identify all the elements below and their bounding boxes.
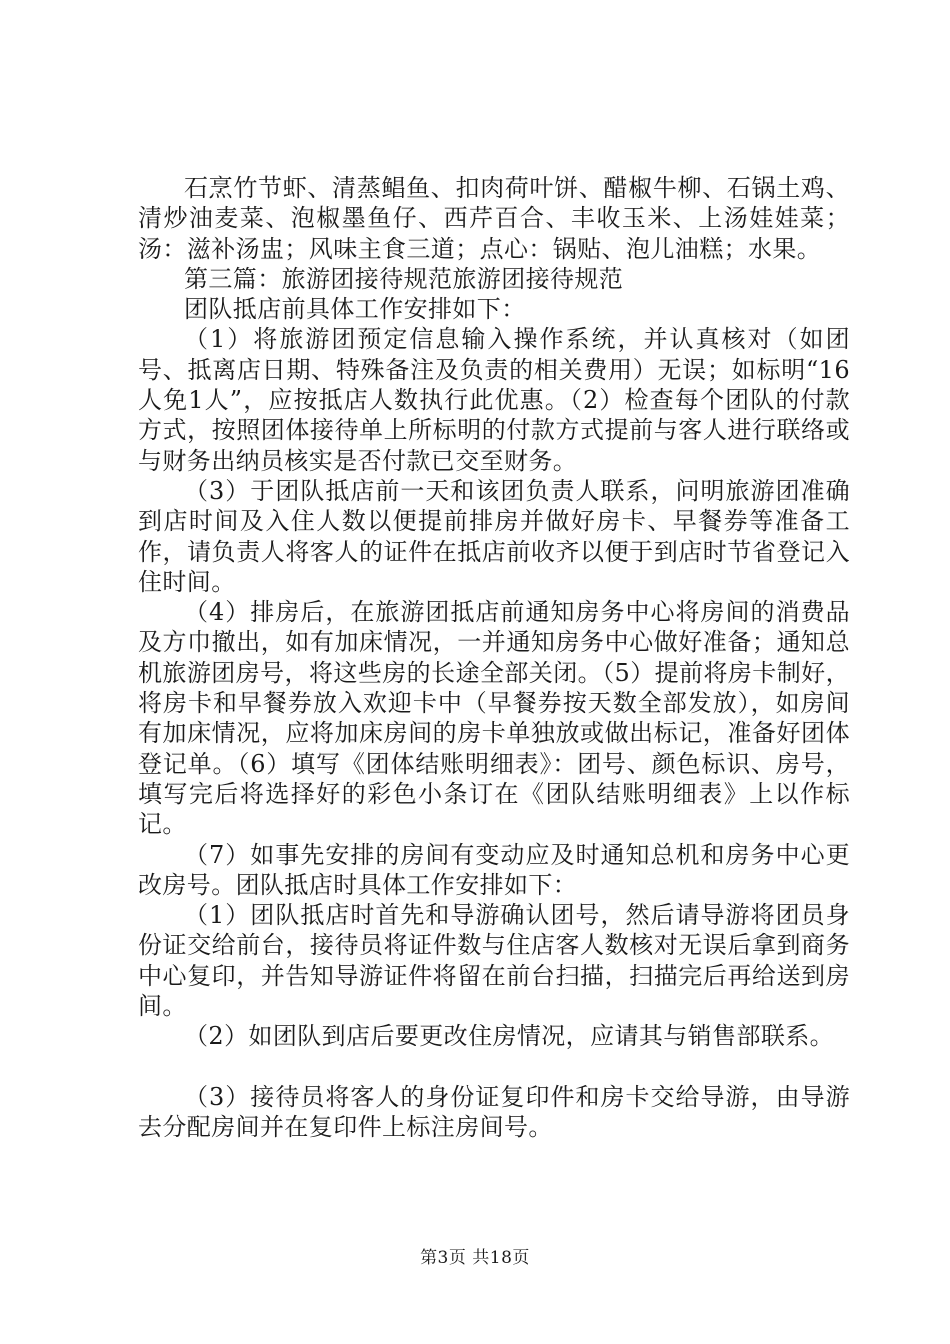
paragraph-arrival-step-1: （1）团队抵店时首先和导游确认团号，然后请导游将团员身份证交给前台，接待员将证件数与住店客人数核对无误后拿到商务中心复印，并告知导游证件将留在前台扫描，扫描完后再给送到房间。: [138, 901, 850, 1021]
paragraph-step-1-2: （1）将旅游团预定信息输入操作系统，并认真核对（如团号、抵离店日期、特殊备注及负责的相关费用）无误；如标明“16人免1人”，应按抵店人数执行此优惠。（2）检查每个团队的付款方式，按照团体接待单上所标明的付款方式提前与客人进行联络或与财务出纳员核实是否付款已交至财务。: [138, 325, 850, 475]
paragraph-before-arrival-intro: 团队抵店前具体工作安排如下：: [184, 295, 526, 324]
paragraph-menu-items: 石烹竹节虾、清蒸鲳鱼、扣肉荷叶饼、醋椒牛柳、石锅土鸡、清炒油麦菜、泡椒墨鱼仔、西芹百合、丰收玉米、上汤娃娃菜；汤：滋补汤盅；风味主食三道；点心：锅贴、泡儿油糕；水果。: [138, 174, 850, 263]
document-body: [138, 173, 850, 1142]
section-heading: 第三篇：旅游团接待规范旅游团接待规范: [184, 264, 624, 293]
paragraph-arrival-step-3: （3）接待员将客人的身份证复印件和房卡交给导游，由导游去分配房间并在复印件上标注房间号。: [138, 1082, 850, 1141]
paragraph-step-7: （7）如事先安排的房间有变动应及时通知总机和房务中心更改房号。团队抵店时具体工作安排如下：: [138, 840, 850, 899]
paragraph-step-4-6: （4）排房后，在旅游团抵店前通知房务中心将房间的消费品及方巾撤出，如有加床情况，一并通知房务中心做好准备；通知总机旅游团房号，将这些房的长途全部关闭。（5）提前将房卡制好，将房卡和早餐券放入欢迎卡中（早餐券按天数全部发放），如房间有加床情况，应将加床房间的房卡单独放或做出标记，准备好团体登记单。（6）填写《团体结账明细表》：团号、颜色标识、房号，填写完后将选择好的彩色小条订在《团队结账明细表》上以作标记。: [138, 598, 850, 839]
paragraph-spacer: [138, 1052, 850, 1082]
paragraph-step-3: （3）于团队抵店前一天和该团负责人联系，问明旅游团准确到店时间及入住人数以便提前排房并做好房卡、早餐券等准备工作，请负责人将客人的证件在抵店前收齐以便于到店时节省登记入住时间。: [138, 476, 850, 596]
paragraph-arrival-step-2: （2）如团队到店后要更改住房情况，应请其与销售部联系。: [184, 1022, 835, 1051]
page-number-footer: 第3页 共18页: [420, 1248, 530, 1268]
